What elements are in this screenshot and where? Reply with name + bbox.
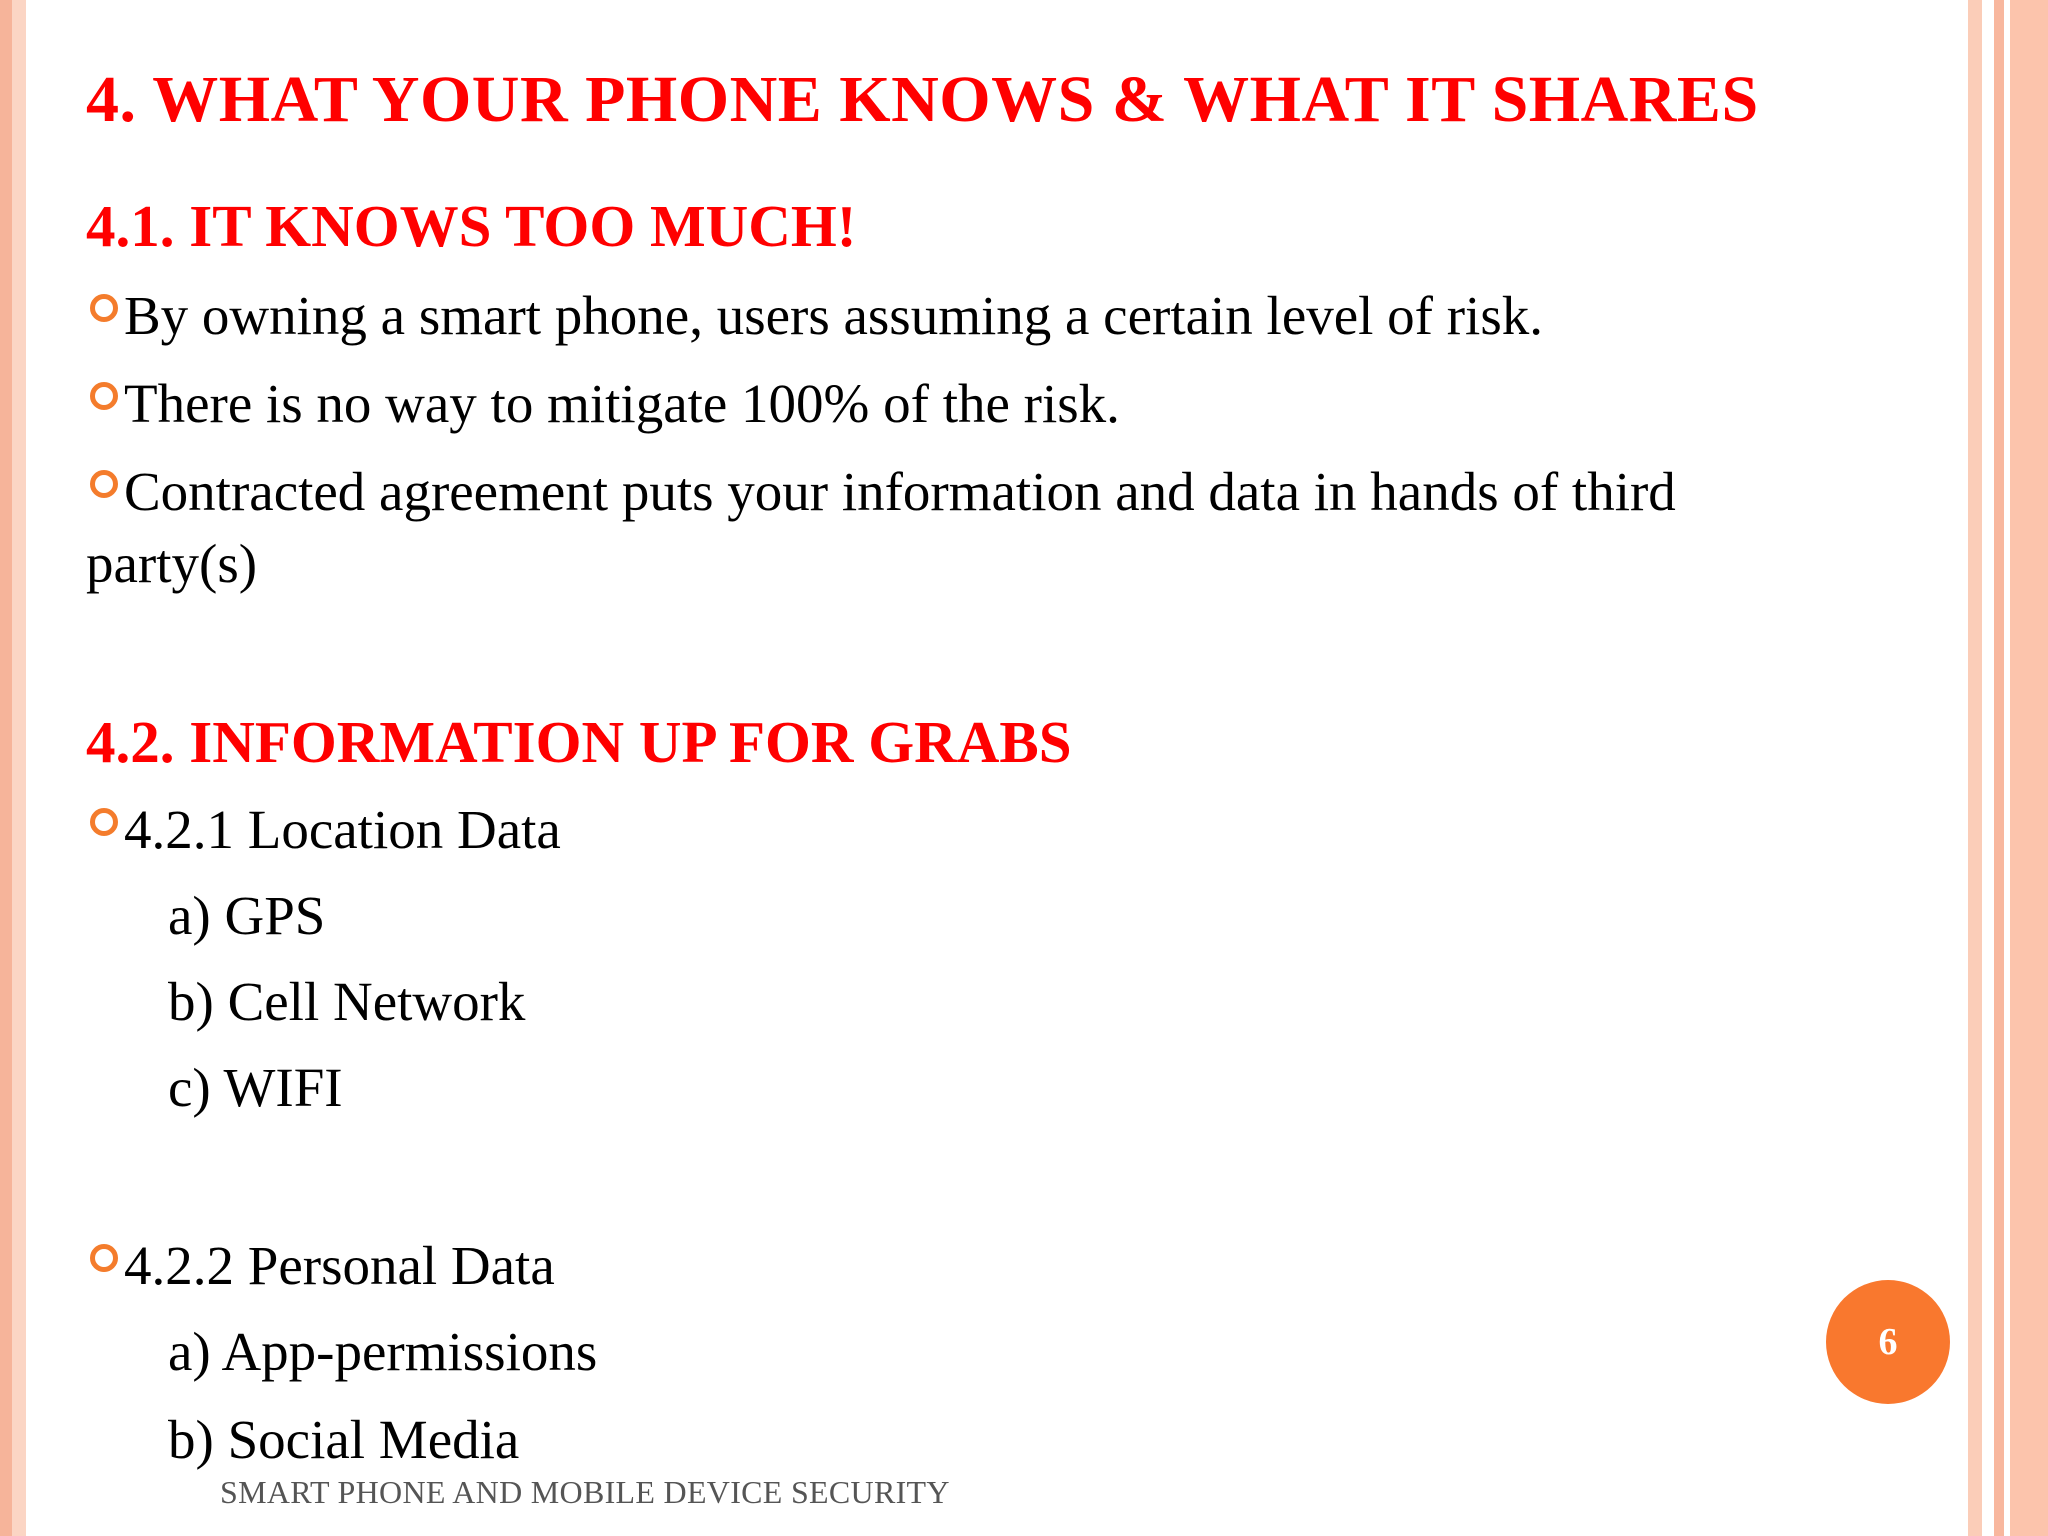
right-decorative-border bbox=[1960, 0, 2048, 1536]
section-heading-4-2: 4.2. INFORMATION UP FOR GRABS bbox=[86, 709, 1072, 775]
bullet-item-location-data: 4.2.1 Location Data bbox=[86, 794, 561, 866]
bullet-item: By owning a smart phone, users assuming a certain level of risk. bbox=[86, 280, 1543, 352]
section-heading-4-1: 4.1. IT KNOWS TOO MUCH! bbox=[86, 193, 857, 259]
slide-title: 4. WHAT YOUR PHONE KNOWS & WHAT IT SHARES bbox=[86, 63, 1759, 136]
circle-bullet-icon bbox=[90, 1244, 118, 1272]
left-decorative-border bbox=[0, 0, 26, 1536]
sub-item-wifi: c) WIFI bbox=[168, 1057, 343, 1118]
bullet-continuation: party(s) bbox=[86, 533, 258, 594]
bullet-item: There is no way to mitigate 100% of the risk. bbox=[86, 368, 1120, 440]
sub-item-gps: a) GPS bbox=[168, 885, 326, 946]
bullet-item: Contracted agreement puts your information and data in hands of third bbox=[86, 456, 1676, 528]
slide-footer: SMART PHONE AND MOBILE DEVICE SECURITY bbox=[220, 1474, 950, 1510]
circle-bullet-icon bbox=[90, 382, 118, 410]
sub-item-app-permissions: a) App-permissions bbox=[168, 1321, 598, 1382]
bullet-item-personal-data: 4.2.2 Personal Data bbox=[86, 1230, 555, 1302]
circle-bullet-icon bbox=[90, 470, 118, 498]
sub-item-cell-network: b) Cell Network bbox=[168, 971, 526, 1032]
circle-bullet-icon bbox=[90, 808, 118, 836]
circle-bullet-icon bbox=[90, 294, 118, 322]
page-number-badge: 6 bbox=[1826, 1280, 1950, 1404]
sub-item-social-media: b) Social Media bbox=[168, 1409, 520, 1470]
